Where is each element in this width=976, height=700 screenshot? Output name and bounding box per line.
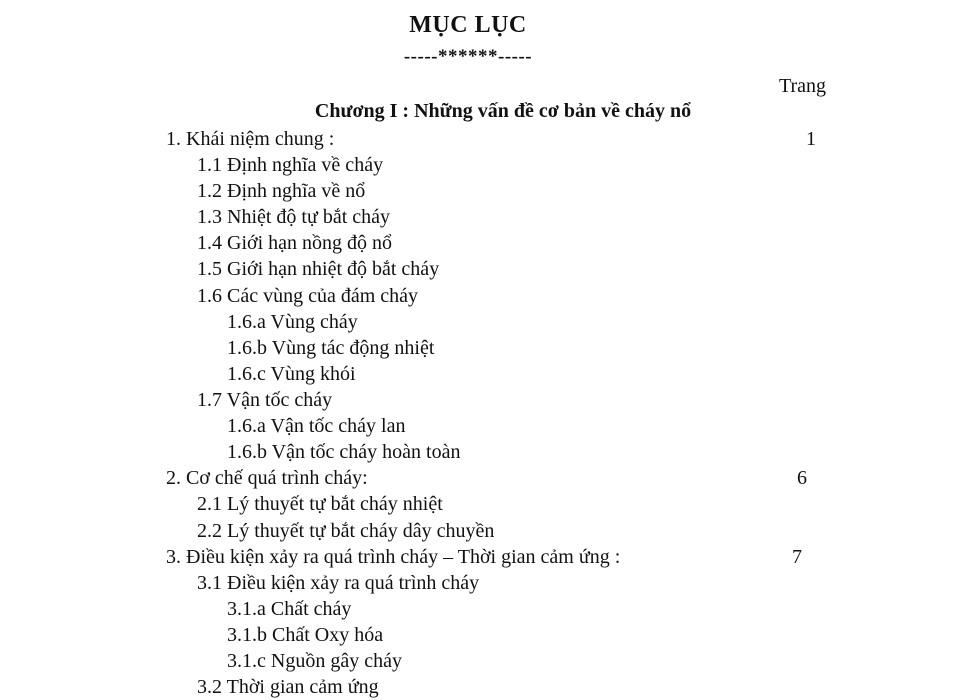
toc-page-number: 1 [806, 128, 816, 150]
toc-entry: 1.1 Định nghĩa về cháy [197, 154, 384, 176]
page-column-header: Trang [779, 75, 827, 97]
toc-entry: 1.2 Định nghĩa về nổ [197, 180, 366, 202]
toc-entry: 1.5 Giới hạn nhiệt độ bắt cháy [197, 258, 440, 280]
chapter-heading: Chương I : Những vấn đề cơ bản về cháy nổ [314, 100, 692, 122]
toc-entry: 1.6.c Vùng khói [227, 363, 356, 385]
toc-entry: 2.2 Lý thuyết tự bắt cháy dây chuyền [197, 520, 495, 542]
toc-entry: 3.1.a Chất cháy [227, 598, 352, 620]
toc-entry: 1.6.a Vận tốc cháy lan [227, 415, 406, 437]
toc-entry: 3.1.b Chất Oxy hóa [227, 624, 384, 646]
toc-entry: 3.1.c Nguồn gây cháy [227, 650, 402, 672]
document-title: MỤC LỤC [409, 12, 527, 38]
toc-entry: 1.6.b Vận tốc cháy hoàn toàn [227, 441, 461, 463]
toc-page-number: 6 [797, 467, 807, 489]
toc-entry: 1.4 Giới hạn nồng độ nổ [197, 232, 393, 254]
toc-entry: 1.6.a Vùng cháy [227, 311, 358, 333]
toc-entry: 3.1 Điều kiện xảy ra quá trình cháy [197, 572, 480, 594]
toc-entry: 2.1 Lý thuyết tự bắt cháy nhiệt [197, 493, 443, 515]
toc-entry: 1.6.b Vùng tác động nhiệt [227, 337, 435, 359]
toc-entry: 2. Cơ chế quá trình cháy: [166, 467, 368, 489]
toc-entry: 3. Điều kiện xảy ra quá trình cháy – Thời gian cảm ứng : [166, 546, 621, 568]
toc-page-number: 7 [792, 546, 802, 568]
toc-entry: 3.2 Thời gian cảm ứng [197, 676, 379, 698]
toc-entry: 1. Khái niệm chung : [166, 128, 335, 150]
toc-entry: 1.7 Vận tốc cháy [197, 389, 333, 411]
title-decoration: -----******----- [403, 46, 533, 67]
toc-entry: 1.6 Các vùng của đám cháy [197, 285, 419, 307]
toc-entry: 1.3 Nhiệt độ tự bắt cháy [197, 206, 391, 228]
